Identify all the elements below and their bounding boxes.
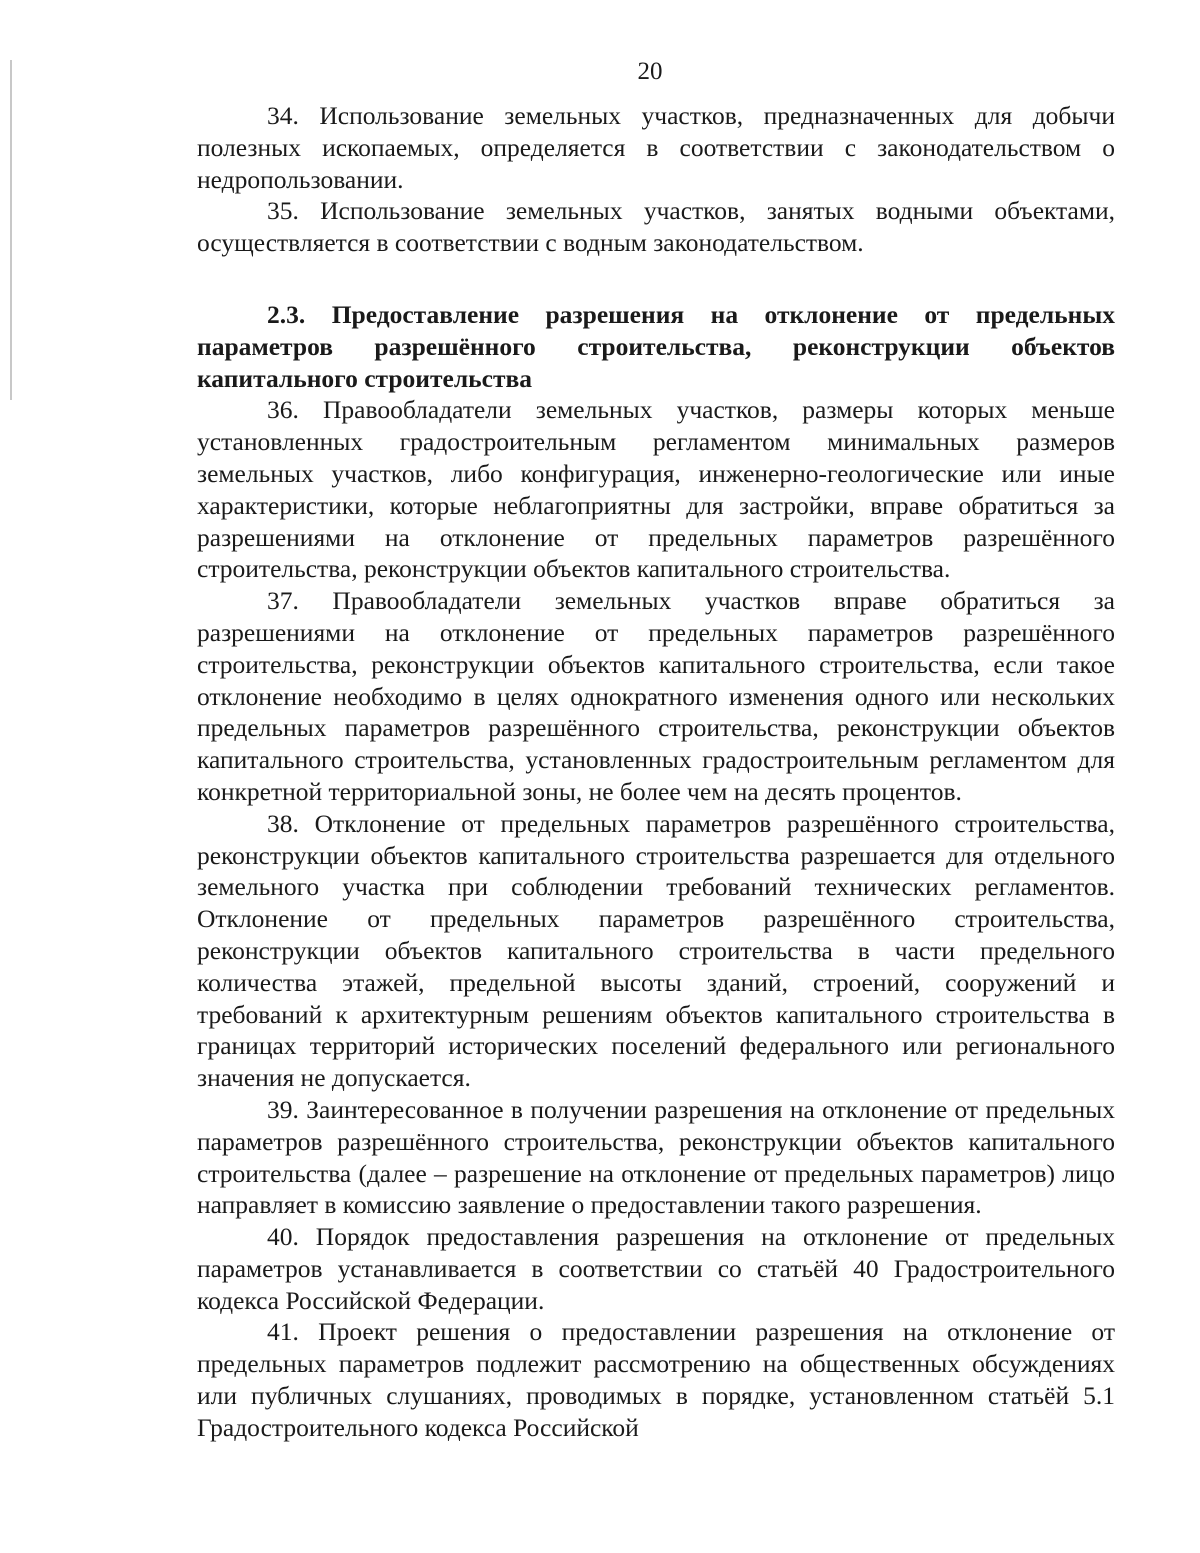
paragraph-34: 34. Использование земельных участков, предназначенных для добычи полезных ископаемых, определяется в соответствии с законодательством о недропользовании. bbox=[197, 101, 1115, 194]
section-heading-2-3: 2.3. Предоставление разрешения на отклонение от предельных параметров разрешённого строительства, реконструкции объектов капитального строительства bbox=[197, 299, 1115, 393]
paragraph-37: 37. Правообладатели земельных участков вправе обратиться за разрешениями на отклонение от предельных параметров разрешённого строительства, реконструкции объектов капитального строительства, если такое отклонение необходимо в целях однократного изменения одного или нескольких предельных параметров разрешённого строительства, реконструкции объектов капитального строительства, установленных градостроительным регламентом для конкретной территориальной зоны, не более чем на десять процентов. bbox=[197, 586, 1115, 806]
paragraph-39: 39. Заинтересованное в получении разрешения на отклонение от предельных параметров разрешённого строительства, реконструкции объектов капитального строительства (далее – разрешение на отклонение от предельных параметров) лицо направляет в комиссию заявление о предоставлении такого разрешения. bbox=[197, 1094, 1115, 1220]
paragraph-41: 41. Проект решения о предоставлении разрешения на отклонение от предельных параметров подлежит рассмотрению на общественных обсуждениях или публичных слушаниях, проводимых в порядке, установленном статьёй 5.1 Градостроительного кодекса Российской bbox=[197, 1317, 1115, 1442]
document-body bbox=[197, 100, 1115, 1444]
paragraph-35: 35. Использование земельных участков, занятых водными объектами, осуществляется в соответствии с водным законодательством. bbox=[197, 196, 1115, 258]
scan-edge-mark bbox=[10, 60, 12, 400]
paragraph-38: 38. Отклонение от предельных параметров разрешённого строительства, реконструкции объектов капитального строительства разрешается для отдельного земельного участка при соблюдении требований технических регламентов. Отклонение от предельных параметров разрешённого строительства, реконструкции объектов капитального строительства в части предельного количества этажей, предельной высоты зданий, строений, сооружений и требований к архитектурным решениям объектов капитального строительства в границах территорий исторических поселений федерального или регионального значения не допускается. bbox=[197, 808, 1115, 1093]
paragraph-36: 36. Правообладатели земельных участков, размеры которых меньше установленных градостроительным регламентом минимальных размеров земельных участков, либо конфигурация, инженерно-геологические или иные характеристики, которые неблагоприятны для застройки, вправе обратиться за разрешениями на отклонение от предельных параметров разрешённого строительства, реконструкции объектов капитального строительства. bbox=[197, 395, 1115, 584]
paragraph-40: 40. Порядок предоставления разрешения на отклонение от предельных параметров устанавливается в соответствии со статьёй 40 Градостроительного кодекса Российской Федерации. bbox=[197, 1222, 1115, 1315]
page-number: 20 bbox=[637, 58, 663, 85]
